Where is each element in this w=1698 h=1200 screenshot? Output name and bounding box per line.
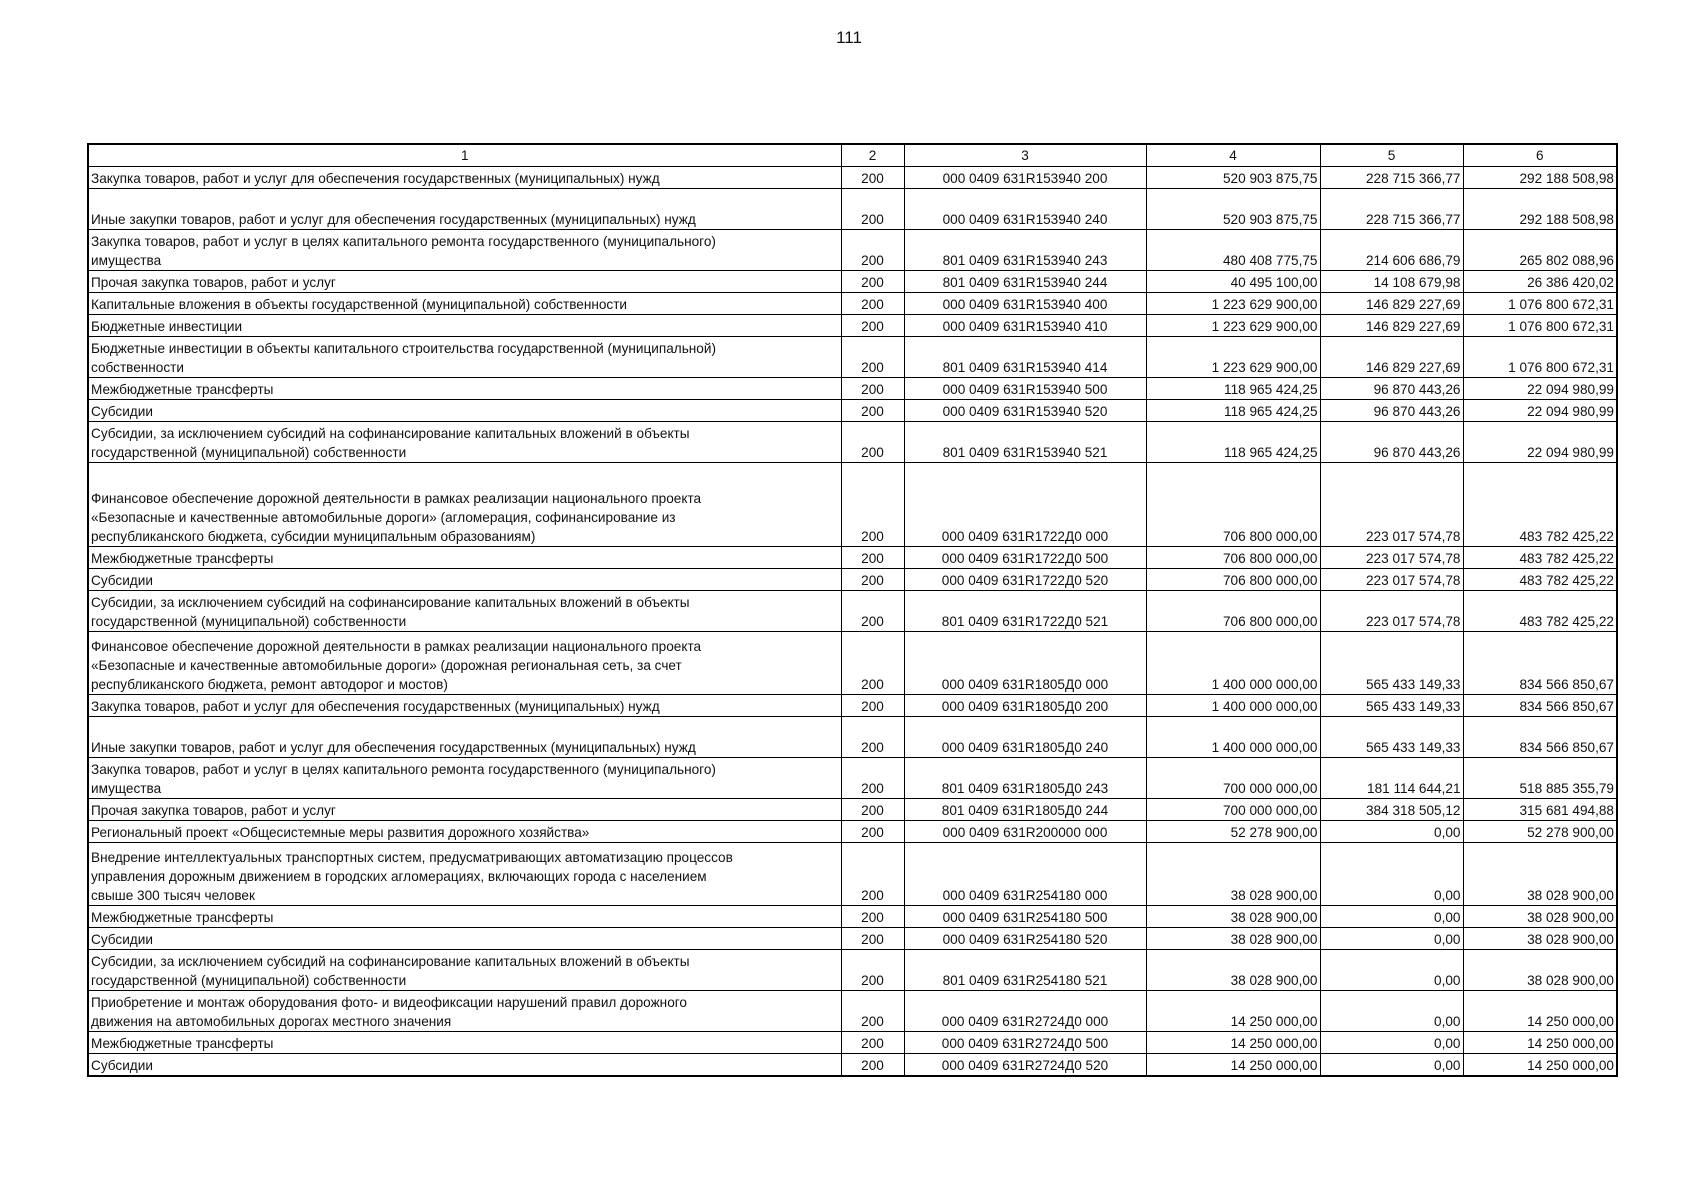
row-col6-amount: 22 094 980,99: [1463, 422, 1617, 463]
row-col5-amount: 565 433 149,33: [1320, 695, 1463, 717]
row-col4-amount: 706 800 000,00: [1146, 569, 1320, 591]
row-name-cell: Региональный проект «Общесистемные меры развития дорожного хозяйства»: [88, 821, 841, 843]
row-classification-cell: 000 0409 631R200000 000: [904, 821, 1146, 843]
row-classification-cell: 801 0409 631R153940 521: [904, 422, 1146, 463]
table-row: [88, 1032, 1617, 1054]
row-classification-cell: 000 0409 631R153940 500: [904, 378, 1146, 400]
table-row: [88, 189, 1617, 230]
row-code-cell: 200: [841, 799, 904, 821]
row-name-cell: Прочая закупка товаров, работ и услуг: [88, 271, 841, 293]
table-row: [88, 906, 1617, 928]
row-col5-amount: 146 829 227,69: [1320, 293, 1463, 315]
row-col6-amount: 22 094 980,99: [1463, 378, 1617, 400]
row-col5-amount: 0,00: [1320, 1054, 1463, 1076]
row-col4-amount: 38 028 900,00: [1146, 928, 1320, 950]
row-col6-amount: 292 188 508,98: [1463, 189, 1617, 230]
row-name-cell: Финансовое обеспечение дорожной деятельности в рамках реализации национального проекта «Безопасные и качественные автомобильные дороги» (дорожная региональная сеть, за счет республиканского бюджета, ремонт автодорог и мостов): [88, 632, 841, 695]
row-col5-amount: 565 433 149,33: [1320, 632, 1463, 695]
row-classification-cell: 801 0409 631R153940 243: [904, 230, 1146, 271]
row-col5-amount: 0,00: [1320, 991, 1463, 1032]
row-col6-amount: 483 782 425,22: [1463, 547, 1617, 569]
row-name-cell: Иные закупки товаров, работ и услуг для обеспечения государственных (муниципальных) нужд: [88, 717, 841, 758]
table-row: [88, 400, 1617, 422]
table-row: [88, 695, 1617, 717]
row-col6-amount: 483 782 425,22: [1463, 463, 1617, 547]
row-col6-amount: 14 250 000,00: [1463, 991, 1617, 1032]
row-code-cell: 200: [841, 695, 904, 717]
table-row: [88, 422, 1617, 463]
row-code-cell: 200: [841, 337, 904, 378]
column-header: 5: [1320, 144, 1463, 167]
row-col6-amount: 483 782 425,22: [1463, 569, 1617, 591]
row-col5-amount: 96 870 443,26: [1320, 378, 1463, 400]
row-col4-amount: 700 000 000,00: [1146, 758, 1320, 799]
table-row: [88, 821, 1617, 843]
row-col6-amount: 38 028 900,00: [1463, 843, 1617, 906]
row-name-cell: Иные закупки товаров, работ и услуг для обеспечения государственных (муниципальных) нужд: [88, 189, 841, 230]
row-col6-amount: 14 250 000,00: [1463, 1054, 1617, 1076]
table-row: [88, 271, 1617, 293]
row-col6-amount: 1 076 800 672,31: [1463, 293, 1617, 315]
row-code-cell: 200: [841, 189, 904, 230]
row-col6-amount: 38 028 900,00: [1463, 950, 1617, 991]
table-row: [88, 463, 1617, 547]
table-row: [88, 547, 1617, 569]
row-name-cell: Закупка товаров, работ и услуг в целях капитального ремонта государственного (муниципального) имущества: [88, 758, 841, 799]
page-number: 111: [836, 28, 862, 47]
row-col4-amount: 520 903 875,75: [1146, 189, 1320, 230]
row-col4-amount: 14 250 000,00: [1146, 991, 1320, 1032]
row-col5-amount: 228 715 366,77: [1320, 167, 1463, 189]
row-col6-amount: 292 188 508,98: [1463, 167, 1617, 189]
row-code-cell: 200: [841, 547, 904, 569]
row-col4-amount: 1 400 000 000,00: [1146, 717, 1320, 758]
row-code-cell: 200: [841, 422, 904, 463]
row-col4-amount: 1 223 629 900,00: [1146, 293, 1320, 315]
column-header: 2: [841, 144, 904, 167]
row-col4-amount: 40 495 100,00: [1146, 271, 1320, 293]
row-name-cell: Прочая закупка товаров, работ и услуг: [88, 799, 841, 821]
row-col6-amount: 38 028 900,00: [1463, 906, 1617, 928]
row-code-cell: 200: [841, 400, 904, 422]
table-row: [88, 230, 1617, 271]
table-row: [88, 293, 1617, 315]
row-name-cell: Межбюджетные трансферты: [88, 378, 841, 400]
row-col5-amount: 223 017 574,78: [1320, 547, 1463, 569]
row-col4-amount: 118 965 424,25: [1146, 378, 1320, 400]
row-name-cell: Субсидии: [88, 1054, 841, 1076]
table-row: [88, 315, 1617, 337]
row-name-cell: Закупка товаров, работ и услуг в целях капитального ремонта государственного (муниципального) имущества: [88, 230, 841, 271]
row-col4-amount: 118 965 424,25: [1146, 422, 1320, 463]
table-row: [88, 569, 1617, 591]
row-name-cell: Капитальные вложения в объекты государственной (муниципальной) собственности: [88, 293, 841, 315]
row-code-cell: 200: [841, 1054, 904, 1076]
row-col5-amount: 223 017 574,78: [1320, 569, 1463, 591]
row-col5-amount: 384 318 505,12: [1320, 799, 1463, 821]
row-classification-cell: 801 0409 631R153940 414: [904, 337, 1146, 378]
row-code-cell: 200: [841, 463, 904, 547]
row-code-cell: 200: [841, 167, 904, 189]
row-classification-cell: 801 0409 631R1722Д0 521: [904, 591, 1146, 632]
table-row: [88, 991, 1617, 1032]
table-row: [88, 758, 1617, 799]
row-classification-cell: 000 0409 631R153940 240: [904, 189, 1146, 230]
row-col4-amount: 1 400 000 000,00: [1146, 695, 1320, 717]
table-row: [88, 167, 1617, 189]
row-col4-amount: 1 223 629 900,00: [1146, 337, 1320, 378]
row-col5-amount: 223 017 574,78: [1320, 463, 1463, 547]
row-classification-cell: 000 0409 631R1722Д0 520: [904, 569, 1146, 591]
table-body: [88, 167, 1617, 1076]
row-classification-cell: 000 0409 631R1805Д0 200: [904, 695, 1146, 717]
table-row: [88, 950, 1617, 991]
row-name-cell: Финансовое обеспечение дорожной деятельности в рамках реализации национального проекта «Безопасные и качественные автомобильные дороги» (агломерация, софинансирование из республиканского бюджета, субсидии муниципальным образованиям): [88, 463, 841, 547]
row-col5-amount: 96 870 443,26: [1320, 422, 1463, 463]
table-row: [88, 591, 1617, 632]
row-name-cell: Субсидии, за исключением субсидий на софинансирование капитальных вложений в объекты государственной (муниципальной) собственности: [88, 422, 841, 463]
row-col6-amount: 483 782 425,22: [1463, 591, 1617, 632]
row-classification-cell: 000 0409 631R254180 500: [904, 906, 1146, 928]
row-name-cell: Приобретение и монтаж оборудования фото- и видеофиксации нарушений правил дорожного движения на автомобильных дорогах местного значения: [88, 991, 841, 1032]
row-col4-amount: 38 028 900,00: [1146, 906, 1320, 928]
row-col6-amount: 834 566 850,67: [1463, 717, 1617, 758]
row-col5-amount: 0,00: [1320, 906, 1463, 928]
row-col6-amount: 315 681 494,88: [1463, 799, 1617, 821]
row-code-cell: 200: [841, 591, 904, 632]
table-row: [88, 928, 1617, 950]
row-code-cell: 200: [841, 1032, 904, 1054]
row-classification-cell: 000 0409 631R153940 520: [904, 400, 1146, 422]
row-col4-amount: 706 800 000,00: [1146, 591, 1320, 632]
column-header: 4: [1146, 144, 1320, 167]
row-code-cell: 200: [841, 758, 904, 799]
row-col4-amount: 1 223 629 900,00: [1146, 315, 1320, 337]
row-col6-amount: 1 076 800 672,31: [1463, 337, 1617, 378]
row-classification-cell: 801 0409 631R153940 244: [904, 271, 1146, 293]
row-code-cell: 200: [841, 991, 904, 1032]
row-code-cell: 200: [841, 906, 904, 928]
table-row: [88, 717, 1617, 758]
row-code-cell: 200: [841, 821, 904, 843]
table-row: [88, 378, 1617, 400]
row-classification-cell: 801 0409 631R1805Д0 243: [904, 758, 1146, 799]
row-classification-cell: 801 0409 631R254180 521: [904, 950, 1146, 991]
row-col6-amount: 22 094 980,99: [1463, 400, 1617, 422]
row-col5-amount: 0,00: [1320, 950, 1463, 991]
row-code-cell: 200: [841, 569, 904, 591]
column-header: 6: [1463, 144, 1617, 167]
row-code-cell: 200: [841, 271, 904, 293]
row-code-cell: 200: [841, 950, 904, 991]
row-col4-amount: 38 028 900,00: [1146, 950, 1320, 991]
row-col4-amount: 14 250 000,00: [1146, 1032, 1320, 1054]
row-name-cell: Субсидии, за исключением субсидий на софинансирование капитальных вложений в объекты государственной (муниципальной) собственности: [88, 591, 841, 632]
table-row: [88, 843, 1617, 906]
row-col5-amount: 146 829 227,69: [1320, 337, 1463, 378]
row-name-cell: Межбюджетные трансферты: [88, 547, 841, 569]
row-col6-amount: 1 076 800 672,31: [1463, 315, 1617, 337]
row-name-cell: Субсидии, за исключением субсидий на софинансирование капитальных вложений в объекты государственной (муниципальной) собственности: [88, 950, 841, 991]
column-header: 3: [904, 144, 1146, 167]
row-code-cell: 200: [841, 843, 904, 906]
row-classification-cell: 000 0409 631R153940 410: [904, 315, 1146, 337]
row-code-cell: 200: [841, 928, 904, 950]
row-col5-amount: 214 606 686,79: [1320, 230, 1463, 271]
row-col5-amount: 0,00: [1320, 843, 1463, 906]
row-classification-cell: 000 0409 631R153940 200: [904, 167, 1146, 189]
row-col5-amount: 181 114 644,21: [1320, 758, 1463, 799]
row-col4-amount: 700 000 000,00: [1146, 799, 1320, 821]
row-col5-amount: 565 433 149,33: [1320, 717, 1463, 758]
row-col4-amount: 520 903 875,75: [1146, 167, 1320, 189]
row-code-cell: 200: [841, 293, 904, 315]
budget-table: [87, 143, 1618, 1077]
row-code-cell: 200: [841, 378, 904, 400]
row-name-cell: Закупка товаров, работ и услуг для обеспечения государственных (муниципальных) нужд: [88, 167, 841, 189]
row-classification-cell: 000 0409 631R254180 000: [904, 843, 1146, 906]
row-col4-amount: 706 800 000,00: [1146, 463, 1320, 547]
table-row: [88, 337, 1617, 378]
row-classification-cell: 000 0409 631R1805Д0 240: [904, 717, 1146, 758]
row-classification-cell: 000 0409 631R1722Д0 000: [904, 463, 1146, 547]
row-col5-amount: 228 715 366,77: [1320, 189, 1463, 230]
row-col6-amount: 518 885 355,79: [1463, 758, 1617, 799]
table-row: [88, 632, 1617, 695]
row-name-cell: Закупка товаров, работ и услуг для обеспечения государственных (муниципальных) нужд: [88, 695, 841, 717]
row-col4-amount: 14 250 000,00: [1146, 1054, 1320, 1076]
row-code-cell: 200: [841, 632, 904, 695]
table-row: [88, 799, 1617, 821]
row-col6-amount: 26 386 420,02: [1463, 271, 1617, 293]
row-col4-amount: 38 028 900,00: [1146, 843, 1320, 906]
row-name-cell: Субсидии: [88, 569, 841, 591]
row-col6-amount: 14 250 000,00: [1463, 1032, 1617, 1054]
row-col5-amount: 0,00: [1320, 821, 1463, 843]
row-name-cell: Субсидии: [88, 400, 841, 422]
row-classification-cell: 000 0409 631R1805Д0 000: [904, 632, 1146, 695]
row-col5-amount: 0,00: [1320, 928, 1463, 950]
row-classification-cell: 801 0409 631R1805Д0 244: [904, 799, 1146, 821]
row-col4-amount: 706 800 000,00: [1146, 547, 1320, 569]
row-col5-amount: 0,00: [1320, 1032, 1463, 1054]
row-col5-amount: 14 108 679,98: [1320, 271, 1463, 293]
table-row: [88, 1054, 1617, 1076]
row-col4-amount: 1 400 000 000,00: [1146, 632, 1320, 695]
row-col6-amount: 38 028 900,00: [1463, 928, 1617, 950]
row-classification-cell: 000 0409 631R254180 520: [904, 928, 1146, 950]
row-code-cell: 200: [841, 717, 904, 758]
row-name-cell: Бюджетные инвестиции в объекты капитального строительства государственной (муниципальной) собственности: [88, 337, 841, 378]
row-name-cell: Межбюджетные трансферты: [88, 906, 841, 928]
row-name-cell: Субсидии: [88, 928, 841, 950]
row-col5-amount: 223 017 574,78: [1320, 591, 1463, 632]
row-classification-cell: 000 0409 631R2724Д0 000: [904, 991, 1146, 1032]
row-classification-cell: 000 0409 631R153940 400: [904, 293, 1146, 315]
row-col6-amount: 834 566 850,67: [1463, 695, 1617, 717]
row-col6-amount: 834 566 850,67: [1463, 632, 1617, 695]
row-code-cell: 200: [841, 230, 904, 271]
row-col6-amount: 265 802 088,96: [1463, 230, 1617, 271]
row-col5-amount: 96 870 443,26: [1320, 400, 1463, 422]
row-col4-amount: 52 278 900,00: [1146, 821, 1320, 843]
row-col5-amount: 146 829 227,69: [1320, 315, 1463, 337]
row-col4-amount: 480 408 775,75: [1146, 230, 1320, 271]
row-classification-cell: 000 0409 631R2724Д0 500: [904, 1032, 1146, 1054]
row-col6-amount: 52 278 900,00: [1463, 821, 1617, 843]
row-classification-cell: 000 0409 631R2724Д0 520: [904, 1054, 1146, 1076]
column-header: 1: [88, 144, 841, 167]
row-name-cell: Межбюджетные трансферты: [88, 1032, 841, 1054]
row-classification-cell: 000 0409 631R1722Д0 500: [904, 547, 1146, 569]
row-code-cell: 200: [841, 315, 904, 337]
row-name-cell: Бюджетные инвестиции: [88, 315, 841, 337]
row-name-cell: Внедрение интеллектуальных транспортных систем, предусматривающих автоматизацию процессов управления дорожным движением в городских агломерациях, включающих города с населением свыше 300 тысяч человек: [88, 843, 841, 906]
row-col4-amount: 118 965 424,25: [1146, 400, 1320, 422]
header-row: [88, 144, 1617, 167]
